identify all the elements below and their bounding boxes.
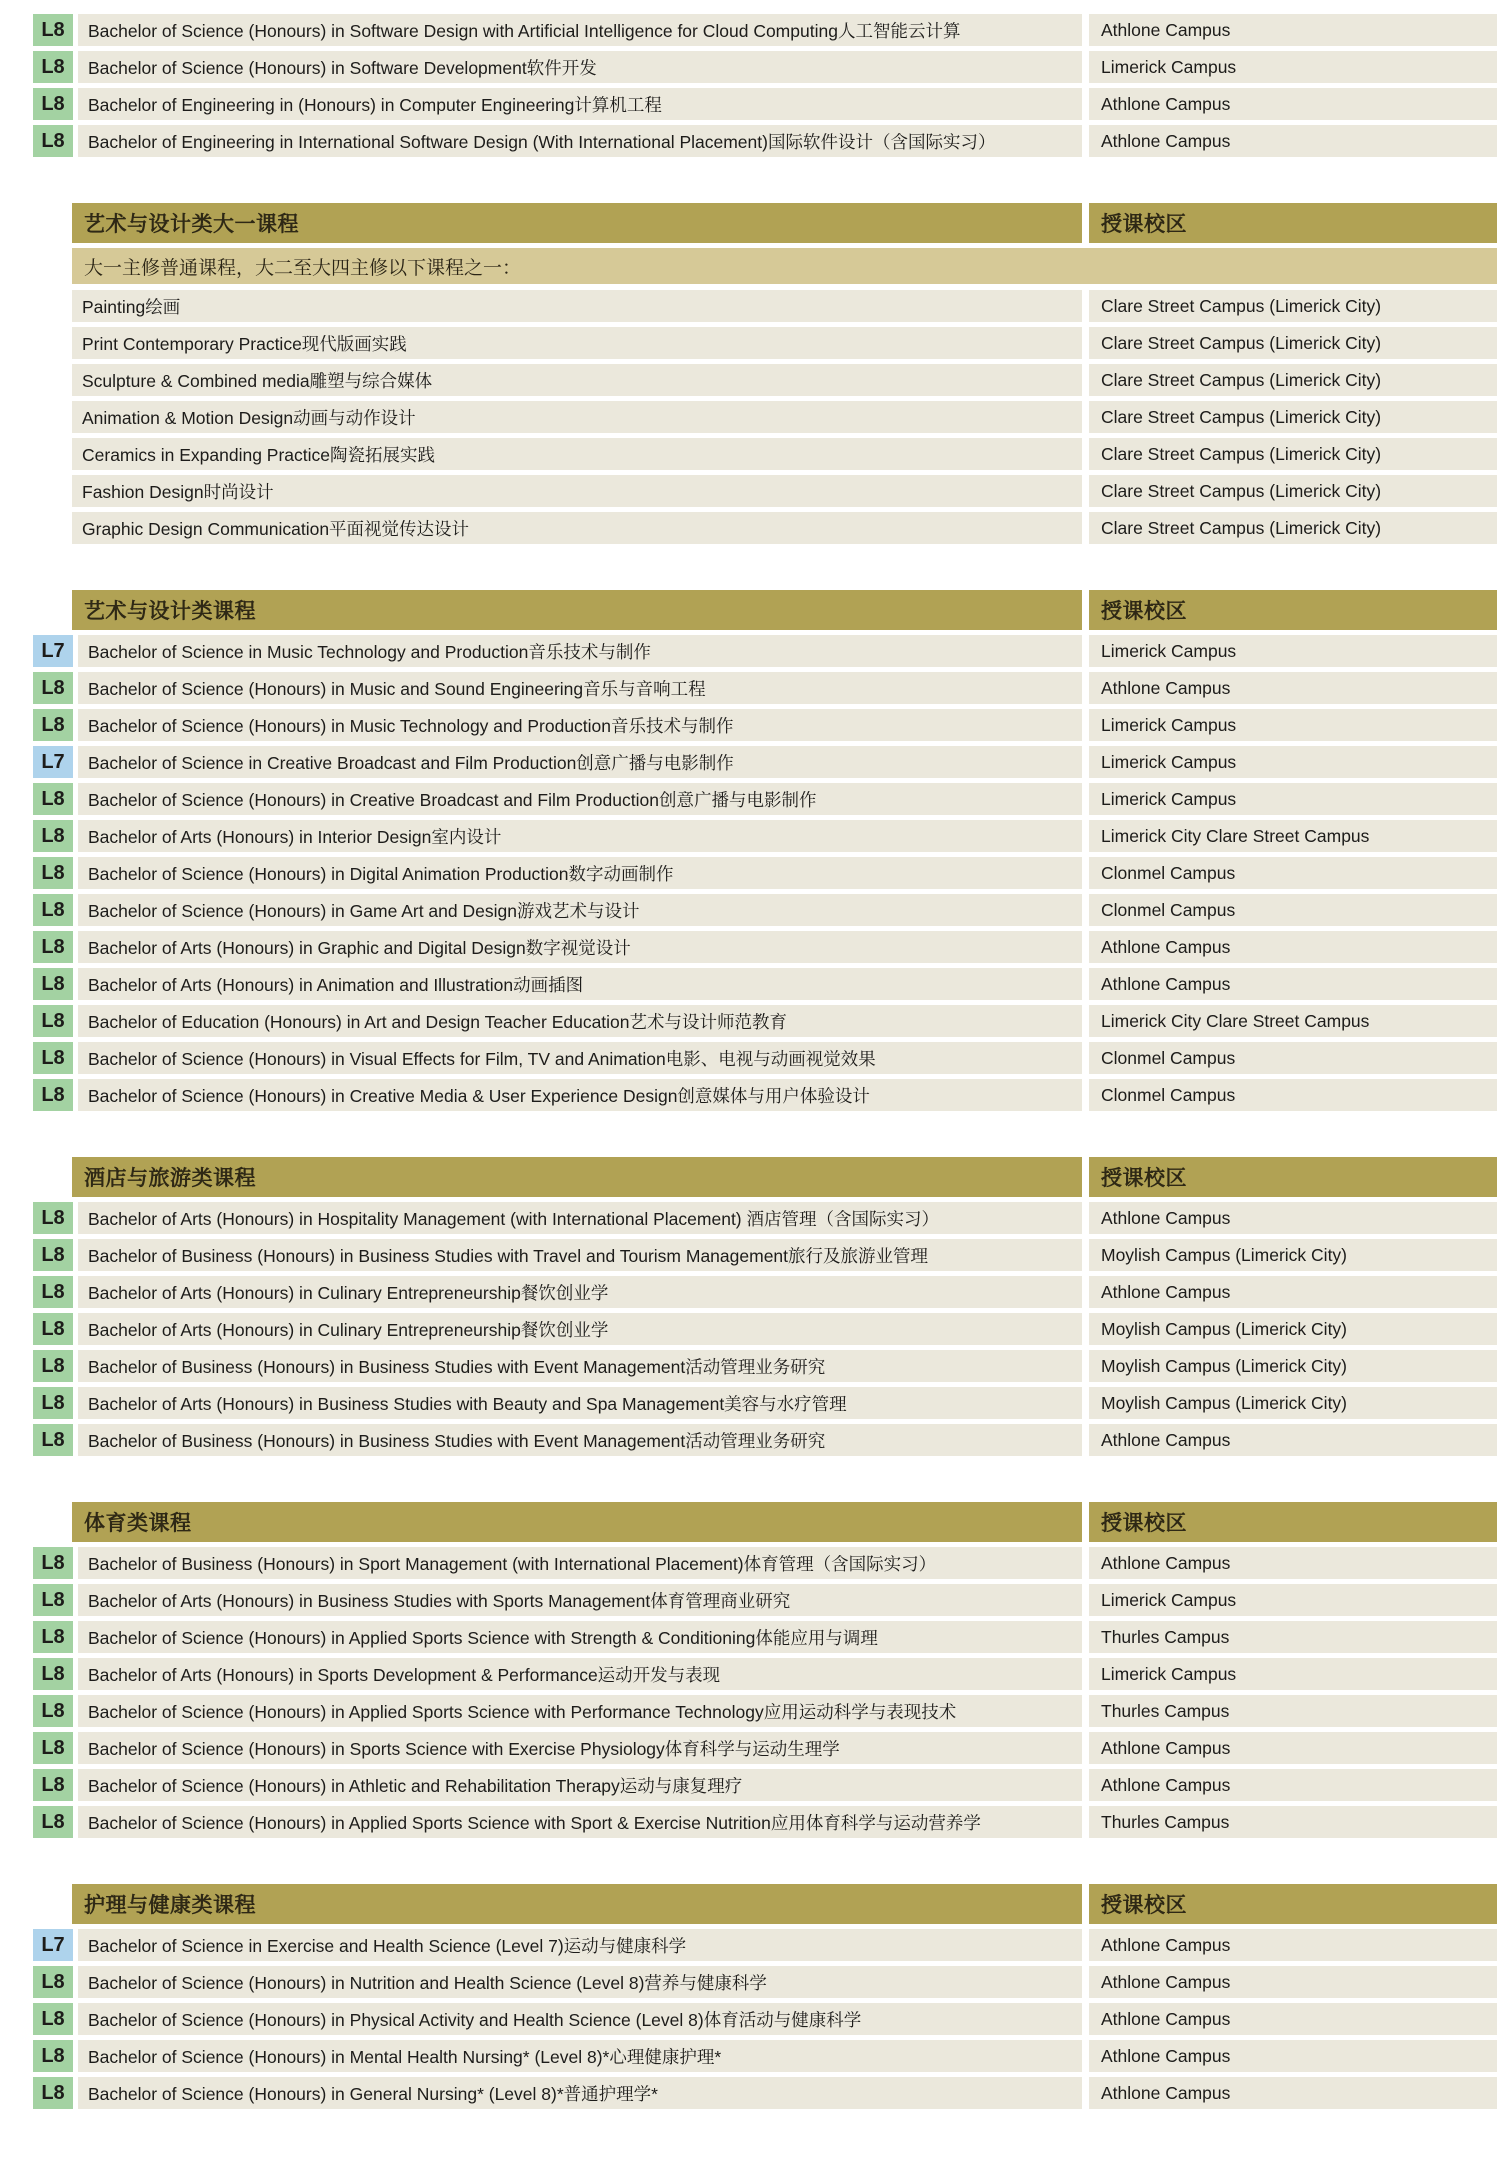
campus-name: Athlone Campus [1089, 1929, 1497, 1961]
row-left-spacer [0, 364, 72, 396]
column-divider [1082, 635, 1089, 667]
row-left-spacer [0, 746, 33, 778]
course-name: Bachelor of Science (Honours) in Applied Sports Science with Sport & Exercise Nutrition应用体育科学与运动营养学 [78, 1806, 1082, 1838]
course-name: Animation & Motion Design动画与动作设计 [72, 401, 1082, 433]
course-row [0, 401, 1500, 433]
level-badge: L8 [33, 1239, 73, 1271]
course-name: Bachelor of Arts (Honours) in Culinary Entrepreneurship餐饮创业学 [78, 1313, 1082, 1345]
section-header-row [0, 1502, 1500, 1542]
course-row [0, 1042, 1500, 1074]
course-name: Sculpture & Combined media雕塑与综合媒体 [72, 364, 1082, 396]
row-left-spacer [0, 672, 33, 704]
campus-name: Limerick City Clare Street Campus [1089, 820, 1497, 852]
course-table-section [0, 203, 1500, 544]
course-row [0, 857, 1500, 889]
column-divider [1082, 327, 1089, 359]
course-name: Bachelor of Arts (Honours) in Culinary Entrepreneurship餐饮创业学 [78, 1276, 1082, 1308]
column-divider [1082, 512, 1089, 544]
column-divider [1082, 1387, 1089, 1419]
column-divider [1082, 125, 1089, 157]
course-name: Ceramics in Expanding Practice陶瓷拓展实践 [72, 438, 1082, 470]
campus-name: Athlone Campus [1089, 968, 1497, 1000]
column-divider [1082, 1276, 1089, 1308]
campus-name: Clonmel Campus [1089, 1079, 1497, 1111]
campus-name: Clonmel Campus [1089, 894, 1497, 926]
level-badge: L8 [33, 783, 73, 815]
course-table-section [0, 590, 1500, 1111]
row-left-spacer [0, 1387, 33, 1419]
course-row [0, 1313, 1500, 1345]
level-badge: L8 [33, 709, 73, 741]
course-name: Bachelor of Science (Honours) in Software Development软件开发 [78, 51, 1082, 83]
course-row [0, 1695, 1500, 1727]
course-name: Bachelor of Science (Honours) in Athletic and Rehabilitation Therapy运动与康复理疗 [78, 1769, 1082, 1801]
level-badge: L8 [33, 1005, 73, 1037]
row-left-spacer [0, 709, 33, 741]
row-left-spacer [0, 1424, 33, 1456]
column-divider [1082, 1621, 1089, 1653]
level-badge: L8 [33, 1350, 73, 1382]
campus-name: Moylish Campus (Limerick City) [1089, 1350, 1497, 1382]
course-row [0, 1658, 1500, 1690]
row-left-spacer [0, 1042, 33, 1074]
course-row [0, 1276, 1500, 1308]
campus-name: Limerick Campus [1089, 51, 1497, 83]
course-name: Bachelor of Science (Honours) in Visual Effects for Film, TV and Animation电影、电视与动画视觉效果 [78, 1042, 1082, 1074]
level-badge: L8 [33, 1769, 73, 1801]
course-row [0, 2040, 1500, 2072]
course-row [0, 709, 1500, 741]
column-divider [1082, 894, 1089, 926]
row-left-spacer [0, 1584, 33, 1616]
row-left-spacer [0, 290, 72, 322]
course-name: Bachelor of Arts (Honours) in Animation and Illustration动画插图 [78, 968, 1082, 1000]
course-row [0, 88, 1500, 120]
course-name: Graphic Design Communication平面视觉传达设计 [72, 512, 1082, 544]
row-left-spacer [0, 1769, 33, 1801]
column-divider [1082, 1695, 1089, 1727]
column-divider [1082, 364, 1089, 396]
level-badge: L8 [33, 88, 73, 120]
section-header-title: 艺术与设计类课程 [72, 590, 1082, 630]
course-row [0, 364, 1500, 396]
level-badge: L8 [33, 857, 73, 889]
column-divider [1082, 203, 1089, 243]
header-left-spacer [0, 1884, 72, 1924]
column-divider [1082, 709, 1089, 741]
level-badge: L8 [33, 1387, 73, 1419]
campus-name: Athlone Campus [1089, 88, 1497, 120]
campus-name: Clare Street Campus (Limerick City) [1089, 401, 1497, 433]
course-row [0, 290, 1500, 322]
section-header-row [0, 1884, 1500, 1924]
column-divider [1082, 1424, 1089, 1456]
column-divider [1082, 1584, 1089, 1616]
section-note-row [0, 248, 1500, 284]
level-badge: L7 [33, 1929, 73, 1961]
row-left-spacer [0, 88, 33, 120]
level-badge: L8 [33, 1658, 73, 1690]
course-name: Bachelor of Science (Honours) in Sports Science with Exercise Physiology体育科学与运动生理学 [78, 1732, 1082, 1764]
row-left-spacer [0, 894, 33, 926]
row-left-spacer [0, 1929, 33, 1961]
course-row [0, 672, 1500, 704]
section-header-row [0, 590, 1500, 630]
course-row [0, 1387, 1500, 1419]
level-badge: L8 [33, 1621, 73, 1653]
level-badge: L7 [33, 635, 73, 667]
level-badge: L8 [33, 1079, 73, 1111]
row-left-spacer [0, 1350, 33, 1382]
course-row [0, 894, 1500, 926]
section-header-title: 护理与健康类课程 [72, 1884, 1082, 1924]
course-name: Bachelor of Arts (Honours) in Graphic and Digital Design数字视觉设计 [78, 931, 1082, 963]
header-left-spacer [0, 590, 72, 630]
campus-name: Athlone Campus [1089, 672, 1497, 704]
course-name: Bachelor of Science (Honours) in Applied Sports Science with Performance Technology应用运动科学与表现技术 [78, 1695, 1082, 1727]
campus-name: Limerick Campus [1089, 1584, 1497, 1616]
campus-name: Thurles Campus [1089, 1621, 1497, 1653]
campus-name: Thurles Campus [1089, 1695, 1497, 1727]
campus-name: Athlone Campus [1089, 1276, 1497, 1308]
section-header-title: 体育类课程 [72, 1502, 1082, 1542]
column-divider [1082, 1732, 1089, 1764]
course-row [0, 512, 1500, 544]
course-row [0, 2077, 1500, 2109]
column-divider [1082, 1658, 1089, 1690]
column-divider [1082, 2040, 1089, 2072]
row-left-spacer [0, 401, 72, 433]
row-left-spacer [0, 1005, 33, 1037]
row-left-spacer [0, 1966, 33, 1998]
campus-name: Moylish Campus (Limerick City) [1089, 1239, 1497, 1271]
column-divider [1082, 1966, 1089, 1998]
column-divider [1082, 1884, 1089, 1924]
course-name: Bachelor of Science (Honours) in Creative Broadcast and Film Production创意广播与电影制作 [78, 783, 1082, 815]
note-left-spacer [0, 248, 72, 284]
level-badge: L8 [33, 1695, 73, 1727]
course-row [0, 931, 1500, 963]
course-name: Bachelor of Arts (Honours) in Interior Design室内设计 [78, 820, 1082, 852]
column-divider [1082, 1502, 1089, 1542]
course-name: Bachelor of Engineering in International Software Design (With International Placement)国际软件设计（含国际实习） [78, 125, 1082, 157]
campus-name: Limerick City Clare Street Campus [1089, 1005, 1497, 1037]
course-row [0, 968, 1500, 1000]
column-divider [1082, 931, 1089, 963]
course-row [0, 746, 1500, 778]
course-name: Bachelor of Business (Honours) in Business Studies with Event Management活动管理业务研究 [78, 1424, 1082, 1456]
row-left-spacer [0, 931, 33, 963]
course-name: Bachelor of Arts (Honours) in Business Studies with Sports Management体育管理商业研究 [78, 1584, 1082, 1616]
column-divider [1082, 401, 1089, 433]
row-left-spacer [0, 438, 72, 470]
level-badge: L8 [33, 2003, 73, 2035]
column-divider [1082, 1769, 1089, 1801]
row-left-spacer [0, 1202, 33, 1234]
header-left-spacer [0, 1157, 72, 1197]
course-row [0, 1350, 1500, 1382]
row-left-spacer [0, 2003, 33, 2035]
course-row [0, 783, 1500, 815]
row-left-spacer [0, 1079, 33, 1111]
row-left-spacer [0, 512, 72, 544]
course-table-section [0, 1502, 1500, 1838]
column-divider [1082, 290, 1089, 322]
campus-name: Athlone Campus [1089, 125, 1497, 157]
level-badge: L8 [33, 1584, 73, 1616]
level-badge: L8 [33, 1042, 73, 1074]
campus-name: Athlone Campus [1089, 1424, 1497, 1456]
level-badge: L8 [33, 820, 73, 852]
course-row [0, 438, 1500, 470]
column-divider [1082, 1005, 1089, 1037]
course-row [0, 51, 1500, 83]
campus-name: Moylish Campus (Limerick City) [1089, 1313, 1497, 1345]
campus-name: Clare Street Campus (Limerick City) [1089, 327, 1497, 359]
section-header-row [0, 203, 1500, 243]
row-left-spacer [0, 2040, 33, 2072]
level-badge: L8 [33, 1202, 73, 1234]
course-name: Bachelor of Science (Honours) in Creative Media & User Experience Design创意媒体与用户体验设计 [78, 1079, 1082, 1111]
column-divider [1082, 438, 1089, 470]
course-row [0, 1732, 1500, 1764]
section-note: 大一主修普通课程，大二至大四主修以下课程之一： [72, 248, 1497, 284]
column-divider [1082, 820, 1089, 852]
column-divider [1082, 1157, 1089, 1197]
column-divider [1082, 1079, 1089, 1111]
course-name: Bachelor of Science (Honours) in Game Art and Design游戏艺术与设计 [78, 894, 1082, 926]
row-left-spacer [0, 125, 33, 157]
campus-name: Clare Street Campus (Limerick City) [1089, 512, 1497, 544]
row-left-spacer [0, 1695, 33, 1727]
campus-name: Athlone Campus [1089, 2040, 1497, 2072]
level-badge: L8 [33, 125, 73, 157]
level-badge: L8 [33, 1547, 73, 1579]
level-badge: L8 [33, 1732, 73, 1764]
header-left-spacer [0, 203, 72, 243]
row-left-spacer [0, 14, 33, 46]
course-name: Bachelor of Science (Honours) in Applied Sports Science with Strength & Conditioning体能应用与调理 [78, 1621, 1082, 1653]
level-badge: L8 [33, 672, 73, 704]
campus-name: Clare Street Campus (Limerick City) [1089, 438, 1497, 470]
campus-name: Athlone Campus [1089, 2077, 1497, 2109]
campus-name: Thurles Campus [1089, 1806, 1497, 1838]
course-row [0, 1202, 1500, 1234]
course-name: Bachelor of Education (Honours) in Art and Design Teacher Education艺术与设计师范教育 [78, 1005, 1082, 1037]
column-divider [1082, 1929, 1089, 1961]
course-name: Bachelor of Business (Honours) in Sport Management (with International Placement)体育管理（含国际实习） [78, 1547, 1082, 1579]
course-table-section [0, 1884, 1500, 2109]
level-badge: L8 [33, 894, 73, 926]
course-name: Bachelor of Science in Exercise and Health Science (Level 7)运动与健康科学 [78, 1929, 1082, 1961]
campus-name: Athlone Campus [1089, 14, 1497, 46]
campus-name: Athlone Campus [1089, 1966, 1497, 1998]
column-divider [1082, 1350, 1089, 1382]
course-name: Bachelor of Science in Creative Broadcast and Film Production创意广播与电影制作 [78, 746, 1082, 778]
course-name: Bachelor of Science (Honours) in General Nursing* (Level 8)*普通护理学* [78, 2077, 1082, 2109]
column-divider [1082, 1042, 1089, 1074]
course-row [0, 1547, 1500, 1579]
campus-name: Limerick Campus [1089, 746, 1497, 778]
row-left-spacer [0, 783, 33, 815]
level-badge: L8 [33, 931, 73, 963]
campus-name: Limerick Campus [1089, 783, 1497, 815]
course-row [0, 2003, 1500, 2035]
campus-name: Moylish Campus (Limerick City) [1089, 1387, 1497, 1419]
row-left-spacer [0, 51, 33, 83]
column-divider [1082, 1202, 1089, 1234]
section-header-title: 酒店与旅游类课程 [72, 1157, 1082, 1197]
campus-name: Athlone Campus [1089, 2003, 1497, 2035]
section-header-campus-label: 授课校区 [1089, 1502, 1497, 1542]
campus-name: Athlone Campus [1089, 1202, 1497, 1234]
campus-name: Athlone Campus [1089, 931, 1497, 963]
course-row [0, 14, 1500, 46]
column-divider [1082, 475, 1089, 507]
course-name: Bachelor of Science (Honours) in Digital Animation Production数字动画制作 [78, 857, 1082, 889]
row-left-spacer [0, 1313, 33, 1345]
column-divider [1082, 14, 1089, 46]
course-name: Bachelor of Science in Music Technology and Production音乐技术与制作 [78, 635, 1082, 667]
course-name: Bachelor of Business (Honours) in Business Studies with Event Management活动管理业务研究 [78, 1350, 1082, 1382]
campus-name: Clonmel Campus [1089, 857, 1497, 889]
column-divider [1082, 1547, 1089, 1579]
row-left-spacer [0, 2077, 33, 2109]
course-tables-root [0, 14, 1500, 2109]
course-name: Bachelor of Arts (Honours) in Hospitality Management (with International Placement) 酒店管理（含国际实习） [78, 1202, 1082, 1234]
course-row [0, 125, 1500, 157]
campus-name: Athlone Campus [1089, 1547, 1497, 1579]
level-badge: L8 [33, 14, 73, 46]
row-left-spacer [0, 1547, 33, 1579]
course-name: Bachelor of Arts (Honours) in Business Studies with Beauty and Spa Management美容与水疗管理 [78, 1387, 1082, 1419]
row-left-spacer [0, 327, 72, 359]
course-name: Bachelor of Science (Honours) in Music and Sound Engineering音乐与音响工程 [78, 672, 1082, 704]
course-row [0, 1424, 1500, 1456]
column-divider [1082, 672, 1089, 704]
column-divider [1082, 1806, 1089, 1838]
level-badge: L8 [33, 2077, 73, 2109]
level-badge: L8 [33, 968, 73, 1000]
campus-name: Limerick Campus [1089, 1658, 1497, 1690]
course-row [0, 1769, 1500, 1801]
campus-name: Limerick Campus [1089, 709, 1497, 741]
course-row [0, 475, 1500, 507]
level-badge: L8 [33, 1424, 73, 1456]
row-left-spacer [0, 1621, 33, 1653]
column-divider [1082, 783, 1089, 815]
course-row [0, 1966, 1500, 1998]
course-name: Bachelor of Business (Honours) in Business Studies with Travel and Tourism Management旅行及旅游业管理 [78, 1239, 1082, 1271]
column-divider [1082, 590, 1089, 630]
level-badge: L8 [33, 2040, 73, 2072]
section-header-title: 艺术与设计类大一课程 [72, 203, 1082, 243]
row-left-spacer [0, 635, 33, 667]
level-badge: L8 [33, 1276, 73, 1308]
course-row [0, 635, 1500, 667]
column-divider [1082, 2003, 1089, 2035]
column-divider [1082, 968, 1089, 1000]
campus-name: Limerick Campus [1089, 635, 1497, 667]
course-name: Bachelor of Science (Honours) in Music Technology and Production音乐技术与制作 [78, 709, 1082, 741]
campus-name: Clare Street Campus (Limerick City) [1089, 364, 1497, 396]
course-row [0, 327, 1500, 359]
course-name: Painting绘画 [72, 290, 1082, 322]
campus-name: Athlone Campus [1089, 1732, 1497, 1764]
column-divider [1082, 857, 1089, 889]
course-row [0, 1584, 1500, 1616]
row-left-spacer [0, 820, 33, 852]
course-row [0, 820, 1500, 852]
section-header-campus-label: 授课校区 [1089, 1884, 1497, 1924]
campus-name: Clonmel Campus [1089, 1042, 1497, 1074]
row-left-spacer [0, 475, 72, 507]
row-left-spacer [0, 1806, 33, 1838]
campus-name: Clare Street Campus (Limerick City) [1089, 290, 1497, 322]
course-table-section [0, 1157, 1500, 1456]
row-left-spacer [0, 1276, 33, 1308]
row-left-spacer [0, 857, 33, 889]
section-header-campus-label: 授课校区 [1089, 590, 1497, 630]
level-badge: L8 [33, 1806, 73, 1838]
column-divider [1082, 2077, 1089, 2109]
row-left-spacer [0, 968, 33, 1000]
section-header-row [0, 1157, 1500, 1197]
column-divider [1082, 1239, 1089, 1271]
course-name: Print Contemporary Practice现代版画实践 [72, 327, 1082, 359]
course-name: Bachelor of Science (Honours) in Nutrition and Health Science (Level 8)营养与健康科学 [78, 1966, 1082, 1998]
section-header-campus-label: 授课校区 [1089, 203, 1497, 243]
course-name: Bachelor of Science (Honours) in Mental Health Nursing* (Level 8)*心理健康护理* [78, 2040, 1082, 2072]
course-row [0, 1929, 1500, 1961]
column-divider [1082, 1313, 1089, 1345]
column-divider [1082, 88, 1089, 120]
section-header-campus-label: 授课校区 [1089, 1157, 1497, 1197]
column-divider [1082, 51, 1089, 83]
campus-name: Clare Street Campus (Limerick City) [1089, 475, 1497, 507]
level-badge: L8 [33, 51, 73, 83]
level-badge: L7 [33, 746, 73, 778]
course-row [0, 1079, 1500, 1111]
course-table-section [0, 14, 1500, 157]
campus-name: Athlone Campus [1089, 1769, 1497, 1801]
course-name: Bachelor of Science (Honours) in Software Design with Artificial Intelligence for Cloud Computing人工智能云计算 [78, 14, 1082, 46]
course-name: Bachelor of Science (Honours) in Physical Activity and Health Science (Level 8)体育活动与健康科学 [78, 2003, 1082, 2035]
course-row [0, 1621, 1500, 1653]
header-left-spacer [0, 1502, 72, 1542]
level-badge: L8 [33, 1313, 73, 1345]
level-badge: L8 [33, 1966, 73, 1998]
row-left-spacer [0, 1732, 33, 1764]
course-name: Fashion Design时尚设计 [72, 475, 1082, 507]
course-name: Bachelor of Engineering in (Honours) in Computer Engineering计算机工程 [78, 88, 1082, 120]
course-row [0, 1005, 1500, 1037]
row-left-spacer [0, 1239, 33, 1271]
column-divider [1082, 746, 1089, 778]
course-row [0, 1239, 1500, 1271]
course-row [0, 1806, 1500, 1838]
course-name: Bachelor of Arts (Honours) in Sports Development & Performance运动开发与表现 [78, 1658, 1082, 1690]
row-left-spacer [0, 1658, 33, 1690]
